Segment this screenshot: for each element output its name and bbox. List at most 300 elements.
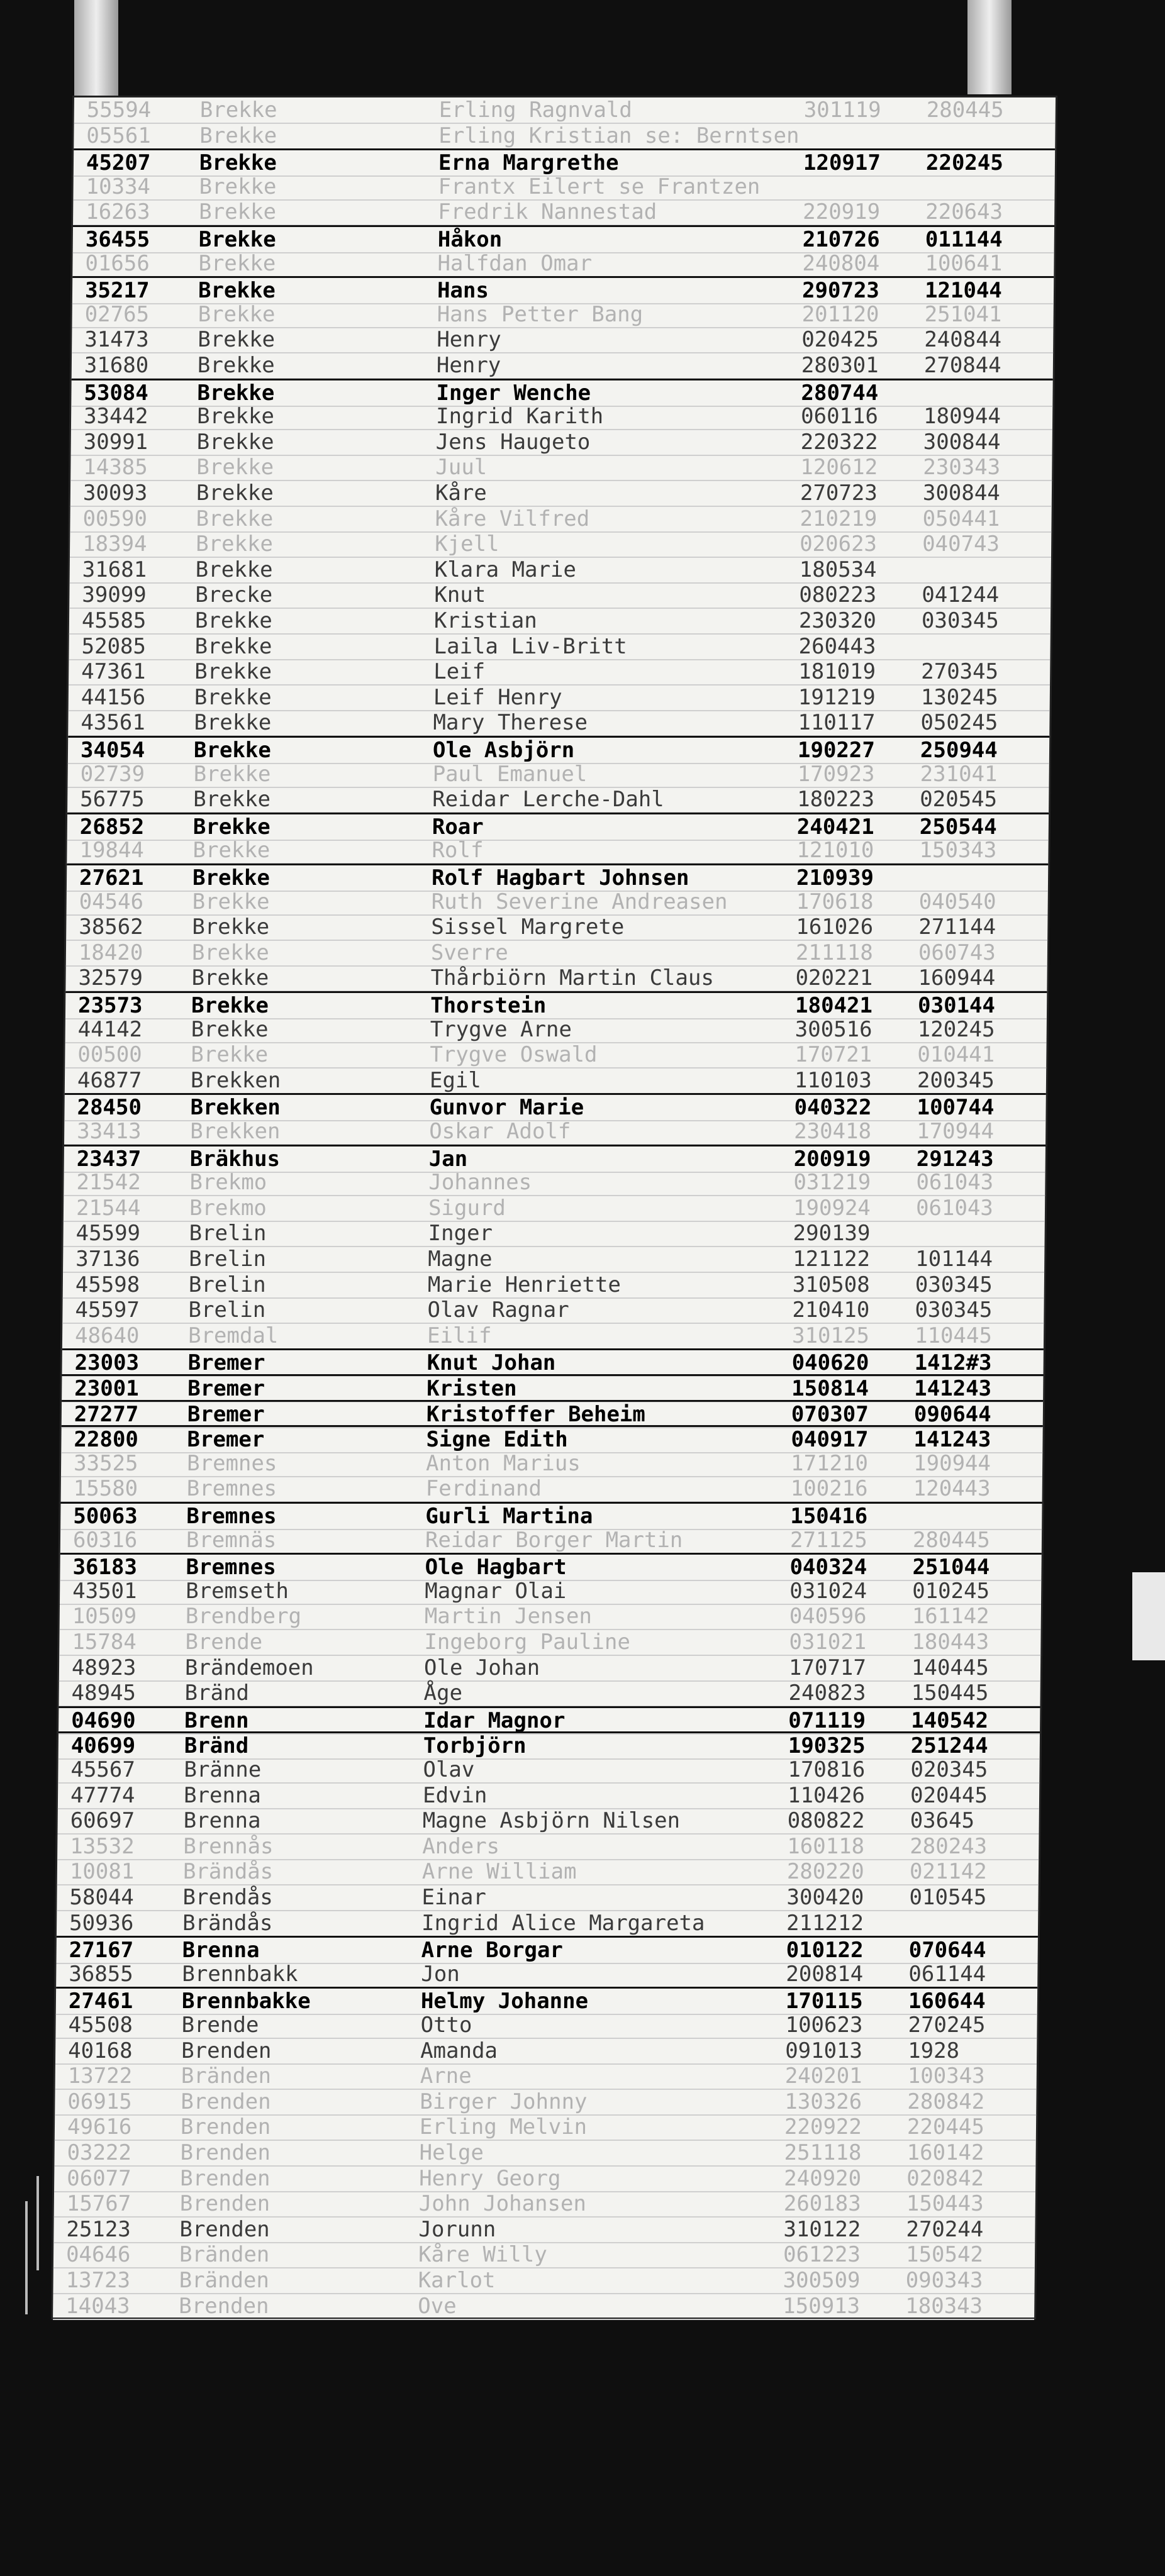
given-names: Knut Johan	[426, 1350, 556, 1375]
given-names: Erling Ragnvald	[438, 97, 633, 123]
record-row	[64, 1170, 1045, 1196]
index-card-stack	[53, 97, 1056, 2318]
record-date: 240844	[924, 327, 1002, 352]
record-row	[62, 1348, 1043, 1377]
birth-date: 191219	[798, 685, 876, 710]
record-row	[63, 1246, 1044, 1273]
given-names: Ingeborg Pauline	[424, 1629, 631, 1655]
record-id: 44142	[77, 1017, 143, 1042]
record-date: 030144	[917, 993, 996, 1018]
surname: Brelin	[189, 1246, 267, 1272]
surname: Bremdal	[187, 1323, 279, 1348]
record-date: 291243	[916, 1146, 994, 1172]
birth-date: 181019	[798, 659, 876, 684]
birth-date: 220922	[784, 2114, 862, 2140]
record-id: 04646	[65, 2242, 131, 2267]
record-id: 31680	[84, 353, 149, 378]
record-id: 45598	[75, 1272, 140, 1297]
record-date: 180944	[923, 404, 1001, 429]
record-row	[69, 634, 1050, 660]
record-row	[58, 1757, 1039, 1784]
surname: Brändemoen	[184, 1655, 314, 1680]
surname: Brekke	[192, 838, 270, 863]
record-row	[67, 762, 1049, 788]
given-names: Erna Margrethe	[438, 150, 619, 175]
record-id: 50063	[73, 1504, 138, 1529]
surname: Brendberg	[185, 1604, 302, 1629]
birth-date: 061223	[783, 2242, 861, 2267]
record-date: 030345	[915, 1272, 993, 1297]
record-row	[53, 2217, 1035, 2243]
record-date: 020842	[906, 2166, 984, 2191]
birth-date: 160118	[787, 1834, 865, 1859]
record-date: 021142	[909, 1859, 987, 1884]
record-date: 061144	[908, 1962, 986, 1987]
record-row	[62, 1400, 1043, 1428]
record-date: 270244	[906, 2217, 984, 2242]
surname: Brekke	[196, 430, 274, 455]
given-names: Henry	[437, 327, 501, 352]
birth-date: 170717	[788, 1655, 867, 1680]
birth-date: 201120	[801, 302, 879, 327]
birth-date: 290139	[793, 1221, 871, 1246]
record-date: 070644	[908, 1938, 986, 1963]
surname: Brekke	[191, 1017, 269, 1042]
record-date: 251044	[912, 1555, 990, 1580]
record-row	[69, 582, 1051, 609]
record-row	[57, 1936, 1038, 1964]
record-id: 35217	[84, 278, 150, 303]
given-names: Thorstein	[430, 993, 547, 1018]
record-row	[67, 813, 1049, 841]
record-row	[56, 1962, 1037, 1988]
record-row	[64, 1093, 1045, 1121]
birth-date: 010122	[786, 1938, 864, 1963]
record-row	[59, 1680, 1040, 1707]
record-row	[54, 2191, 1035, 2218]
given-names: Sverre	[430, 940, 508, 965]
record-id: 56775	[80, 787, 145, 812]
surname: Bremer	[187, 1427, 265, 1452]
record-id: 47774	[70, 1783, 135, 1808]
birth-date: 280744	[801, 380, 879, 406]
record-date: 270245	[908, 2012, 986, 2038]
record-id: 44156	[81, 685, 146, 710]
record-date: 040743	[922, 531, 1000, 557]
birth-date: 251118	[784, 2140, 862, 2165]
surname: Brekke	[191, 940, 269, 965]
record-row	[71, 379, 1052, 407]
birth-date: 071119	[788, 1708, 866, 1733]
surname: Brekke	[198, 278, 276, 303]
record-date: 101144	[915, 1246, 993, 1272]
given-names: Jens Haugeto	[435, 430, 591, 455]
surname: Brende	[181, 2012, 259, 2038]
given-names: Thårbiörn Martin Claus	[430, 965, 715, 991]
given-names: Leif Henry	[433, 685, 562, 710]
record-id: 45508	[68, 2012, 133, 2038]
birth-date: 280301	[801, 353, 879, 378]
surname: Bränne	[184, 1757, 262, 1782]
surname: Brekke	[199, 199, 277, 225]
record-row	[53, 2242, 1035, 2268]
surname: Bränden	[179, 2268, 270, 2293]
record-date: 121044	[924, 278, 1003, 303]
birth-date: 170816	[788, 1757, 866, 1782]
surname: Bränd	[184, 1680, 250, 1706]
birth-date: 190924	[793, 1196, 871, 1221]
surname: Brekke	[191, 1042, 269, 1067]
birth-date: 220322	[800, 430, 878, 455]
record-id: 16263	[86, 199, 150, 225]
given-names: Eilif	[426, 1323, 492, 1348]
record-id: 33413	[77, 1119, 142, 1144]
record-id: 23001	[74, 1376, 139, 1401]
record-date: 010545	[909, 1885, 987, 1910]
record-date: 100343	[907, 2063, 985, 2089]
given-names: Torbjörn	[423, 1733, 527, 1758]
record-id: 04690	[71, 1708, 136, 1733]
record-row	[64, 1145, 1045, 1173]
birth-date: 230320	[798, 608, 877, 633]
given-names: Karlot	[418, 2268, 496, 2293]
film-edge	[25, 2201, 28, 2314]
given-names: Henry Georg	[419, 2166, 561, 2191]
birth-date: 110103	[794, 1068, 872, 1093]
record-id: 58044	[69, 1885, 135, 1910]
given-names: Einar	[421, 1885, 487, 1910]
record-id: 37136	[75, 1246, 140, 1272]
record-row	[57, 1859, 1039, 1885]
birth-date: 310122	[783, 2217, 861, 2242]
given-names: Kristian	[433, 608, 537, 633]
record-id: 53084	[84, 380, 149, 406]
record-row	[62, 1374, 1043, 1402]
record-date: 060743	[918, 940, 996, 965]
record-row	[62, 1297, 1044, 1324]
surname: Brekke	[191, 965, 269, 991]
given-names: Oskar Adolf	[429, 1119, 571, 1144]
record-id: 60316	[72, 1528, 138, 1553]
surname: Brekke	[194, 659, 272, 684]
surname: Brenden	[181, 2038, 272, 2063]
record-date: 160644	[908, 1989, 986, 2014]
birth-date: 060116	[800, 404, 879, 429]
surname: Brändås	[182, 1859, 274, 1884]
given-names: Halfdan Omar	[437, 251, 593, 276]
surname: Bräkhus	[189, 1146, 281, 1172]
surname: Brekke	[192, 889, 270, 914]
record-date: 090343	[905, 2268, 983, 2293]
record-row	[72, 251, 1054, 277]
given-names: Magnar Olai	[425, 1579, 567, 1604]
record-date: 1928	[907, 2038, 960, 2063]
record-id: 13722	[67, 2063, 133, 2089]
birth-date: 040917	[791, 1427, 869, 1452]
birth-date: 230418	[794, 1119, 872, 1144]
record-date: 220643	[925, 199, 1003, 225]
record-row	[67, 889, 1048, 916]
surname: Brekke	[199, 97, 277, 123]
surname: Brekken	[190, 1095, 281, 1120]
record-date: 271144	[918, 914, 996, 940]
record-id: 14043	[65, 2294, 130, 2319]
record-id: 30991	[83, 430, 148, 455]
record-date: 030345	[915, 1297, 993, 1323]
given-names: Ferdinand	[425, 1476, 542, 1501]
surname: Bremnes	[186, 1451, 277, 1476]
surname: Bremseth	[186, 1579, 289, 1604]
birth-date: 020623	[799, 531, 878, 557]
birth-date: 170618	[796, 889, 874, 914]
record-date: 061043	[915, 1196, 994, 1221]
record-id: 43561	[81, 710, 146, 735]
given-names: Martin Jensen	[424, 1604, 593, 1629]
record-row	[55, 2038, 1037, 2065]
surname: Bremer	[187, 1350, 265, 1375]
record-row	[67, 787, 1049, 813]
surname: Brenden	[179, 2191, 270, 2216]
birth-date: 180534	[799, 557, 877, 582]
record-row	[72, 302, 1053, 328]
record-id: 33525	[73, 1451, 138, 1476]
record-id: 06077	[67, 2166, 131, 2191]
record-date: 040540	[918, 889, 996, 914]
given-names: Kristen	[426, 1376, 517, 1401]
side-tab	[1132, 1572, 1165, 1660]
record-id: 40168	[67, 2038, 133, 2063]
record-id: 00500	[77, 1042, 142, 1067]
surname: Brekken	[190, 1119, 281, 1144]
birth-date: 290723	[801, 278, 880, 303]
record-id: 21544	[75, 1196, 141, 1221]
record-row	[66, 914, 1047, 941]
given-names: Jorunn	[418, 2217, 496, 2242]
record-date: 150343	[919, 838, 997, 863]
given-names: Ingrid Alice Margareta	[421, 1911, 705, 1936]
record-id: 14385	[83, 455, 148, 480]
record-row	[71, 430, 1052, 456]
record-id: 40699	[70, 1733, 136, 1758]
record-id: 27167	[69, 1938, 134, 1963]
birth-date: 271125	[789, 1528, 867, 1553]
given-names: Leif	[433, 659, 486, 684]
birth-date: 180223	[797, 787, 875, 812]
given-names: Kjell	[434, 531, 499, 557]
record-row	[72, 327, 1053, 353]
given-names: Ruth Severine Andreasen	[431, 889, 728, 914]
surname: Brekke	[199, 150, 277, 175]
birth-date: 020425	[801, 327, 879, 352]
given-names: Birger Johnny	[420, 2089, 588, 2114]
birth-date: 031219	[793, 1170, 871, 1195]
record-row	[74, 123, 1055, 150]
given-names: Anders	[422, 1834, 500, 1859]
surname: Brekmo	[189, 1170, 267, 1195]
given-names: Signe Edith	[426, 1427, 568, 1452]
record-row	[63, 1272, 1044, 1299]
given-names: Erling Kristian se: Berntsen	[438, 123, 800, 148]
record-date: 270345	[921, 659, 999, 684]
surname: Brekken	[190, 1068, 281, 1093]
record-id: 48923	[71, 1655, 137, 1680]
given-names: Juul	[435, 455, 488, 480]
birth-date: 170721	[794, 1042, 872, 1067]
surname: Bremer	[187, 1402, 265, 1427]
record-date: 050245	[920, 710, 998, 735]
record-id: 43501	[72, 1579, 137, 1604]
record-row	[55, 2089, 1036, 2116]
surname: Brekke	[198, 302, 276, 327]
birth-date: 240804	[802, 251, 880, 276]
birth-date: 210939	[796, 865, 874, 891]
birth-date: 110426	[787, 1783, 866, 1808]
surname: Brekke	[194, 710, 272, 735]
record-date: 141243	[914, 1376, 992, 1401]
surname: Brekke	[198, 251, 276, 276]
given-names: Johannes	[428, 1170, 532, 1195]
record-row	[70, 531, 1051, 558]
surname: Brennbakk	[182, 1962, 298, 1987]
record-id: 02739	[80, 762, 145, 787]
record-id: 10334	[86, 174, 151, 199]
given-names: Erling Melvin	[419, 2114, 588, 2140]
record-row	[66, 940, 1047, 967]
record-date: 100744	[917, 1095, 995, 1120]
surname: Brenden	[179, 2294, 269, 2319]
record-date: 280842	[907, 2089, 985, 2114]
record-row	[55, 2063, 1037, 2090]
record-date: 180443	[911, 1629, 989, 1655]
record-row	[61, 1451, 1042, 1477]
birth-date: 031024	[789, 1579, 867, 1604]
birth-date: 210726	[802, 227, 880, 252]
given-names: Klara Marie	[434, 557, 577, 582]
record-id: 48945	[71, 1680, 137, 1706]
record-row	[54, 2140, 1035, 2167]
birth-date: 200919	[793, 1146, 871, 1172]
surname: Bränden	[179, 2242, 270, 2267]
record-date: 270844	[923, 353, 1001, 378]
surname: Brekke	[194, 685, 272, 710]
record-id: 36855	[69, 1962, 133, 1987]
record-date: 300844	[923, 430, 1001, 455]
birth-date: 150814	[791, 1376, 869, 1401]
surname: Bremnäs	[186, 1528, 277, 1553]
record-date: 141243	[913, 1427, 991, 1452]
given-names: Sigurd	[428, 1196, 506, 1221]
birth-date: 130326	[784, 2089, 862, 2114]
given-names: Jan	[428, 1146, 468, 1172]
record-id: 36455	[85, 227, 150, 252]
surname: Brekke	[196, 404, 275, 429]
given-names: Kåre Vilfred	[435, 506, 590, 531]
birth-date: 220919	[803, 199, 881, 225]
birth-date: 040324	[789, 1555, 867, 1580]
surname: Brenden	[180, 2114, 271, 2140]
given-names: Otto	[420, 2012, 472, 2038]
surname: Brennbakke	[181, 1989, 311, 2014]
record-id: 47361	[81, 659, 146, 684]
record-date: 110445	[914, 1323, 993, 1348]
given-names: Ole Hagbart	[425, 1555, 567, 1580]
record-id: 52085	[81, 634, 147, 659]
record-date: 050441	[922, 506, 1000, 531]
birth-date: 040596	[789, 1604, 867, 1629]
record-row	[65, 1017, 1047, 1043]
surname: Bremnes	[186, 1476, 277, 1501]
record-id: 45599	[75, 1221, 141, 1246]
record-id: 27461	[68, 1989, 133, 2014]
record-row	[61, 1476, 1042, 1502]
record-date: 130245	[920, 685, 998, 710]
record-date: 1412#3	[914, 1350, 992, 1375]
surname: Brekmo	[189, 1196, 267, 1221]
birth-date: 080822	[787, 1808, 865, 1833]
surname: Brekke	[193, 738, 272, 763]
birth-date: 180421	[794, 993, 873, 1018]
birth-date: 310125	[791, 1323, 870, 1348]
record-date: 03645	[910, 1808, 975, 1833]
record-id: 28450	[77, 1095, 142, 1120]
record-date: 020345	[910, 1757, 988, 1782]
record-id: 45597	[75, 1297, 140, 1323]
record-id: 60697	[70, 1808, 135, 1833]
birth-date: 100623	[785, 2012, 863, 2038]
birth-date: 211212	[786, 1911, 864, 1936]
record-row	[73, 225, 1054, 253]
surname: Brenna	[182, 1938, 260, 1963]
birth-date: 270723	[800, 480, 878, 506]
record-id: 32579	[78, 965, 143, 991]
record-row	[56, 1987, 1037, 2015]
record-id: 55594	[86, 97, 152, 123]
record-date: 150542	[905, 2242, 984, 2267]
birth-date: 170115	[785, 1989, 863, 2014]
record-id: 33442	[83, 404, 148, 429]
record-row	[67, 838, 1048, 864]
record-id: 23003	[74, 1350, 140, 1375]
given-names: John Johansen	[418, 2191, 587, 2216]
birth-date: 200814	[786, 1962, 864, 1987]
surname: Brendås	[182, 1885, 274, 1910]
birth-date: 240920	[784, 2166, 862, 2191]
birth-date: 170923	[797, 762, 875, 787]
record-row	[65, 1068, 1046, 1094]
record-date: 010441	[917, 1042, 995, 1067]
record-id: 05561	[86, 123, 151, 148]
surname: Brenna	[183, 1783, 262, 1808]
birth-date: 210219	[800, 506, 878, 531]
record-date: 300844	[922, 480, 1000, 506]
record-date: 170944	[917, 1119, 995, 1144]
surname: Brekke	[199, 123, 277, 148]
record-row	[72, 353, 1053, 379]
record-row	[55, 2012, 1037, 2039]
birth-date: 280220	[786, 1859, 864, 1884]
given-names: Kåre Willy	[418, 2242, 547, 2267]
given-names: Fredrik Nannestad	[438, 199, 657, 225]
given-names: Olav Ragnar	[427, 1297, 569, 1323]
record-id: 30093	[82, 480, 148, 506]
record-date: 220445	[906, 2114, 985, 2140]
record-date: 150443	[906, 2191, 984, 2216]
record-date: 251244	[910, 1733, 988, 1758]
given-names: Rolf Hagbart Johnsen	[431, 865, 689, 891]
record-row	[54, 2166, 1035, 2192]
record-date: 140542	[911, 1708, 989, 1733]
surname: Brelin	[188, 1297, 266, 1323]
